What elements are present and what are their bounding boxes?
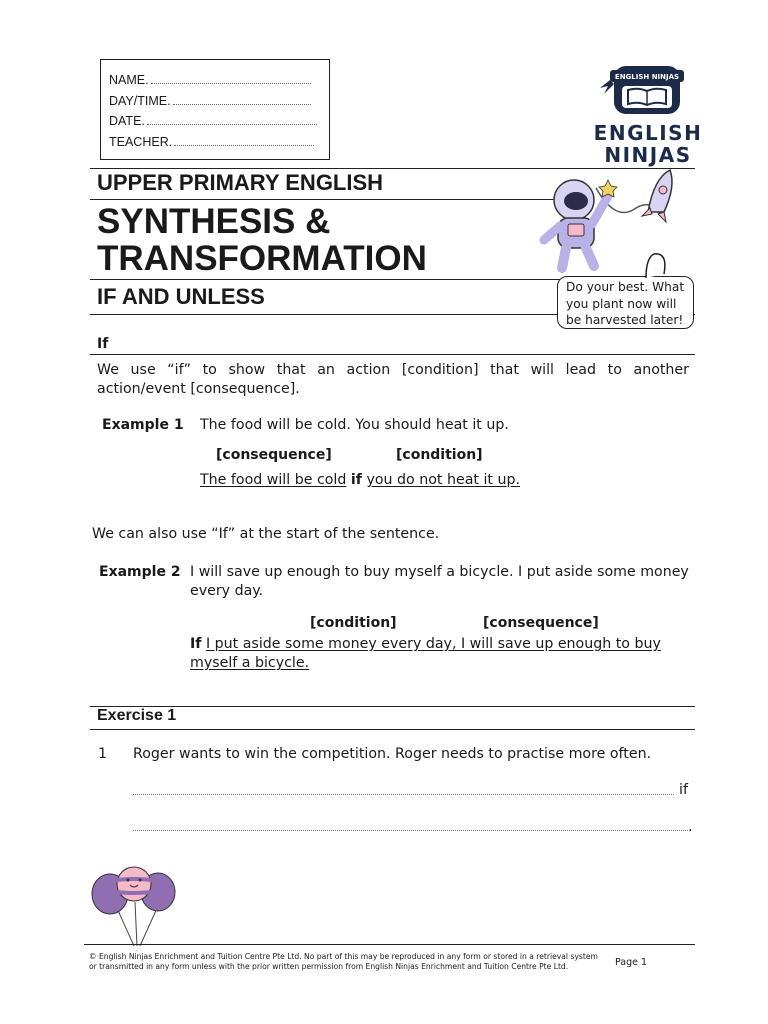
astronaut-illustration — [536, 168, 696, 282]
header-rule-2 — [90, 199, 562, 200]
example-2-answer-line2: myself a bicycle. — [190, 655, 310, 671]
day-time-field[interactable] — [173, 93, 311, 105]
example-1-answer-part2: you do not heat it up. — [366, 472, 520, 488]
footer-rule — [84, 944, 695, 945]
astronaut-icon — [536, 168, 696, 278]
example-2-connector: If — [190, 636, 202, 652]
example-1-tag-consequence: [consequence] — [216, 447, 332, 463]
english-ninjas-logo — [586, 60, 710, 166]
example-1-connector: if — [350, 472, 362, 488]
exercise-rule-top — [90, 706, 695, 707]
level-title: UPPER PRIMARY ENGLISH — [97, 170, 384, 195]
answer-line-1-suffix: if — [679, 782, 688, 798]
answer-line-2-suffix: . — [688, 819, 693, 835]
section-heading-if: If — [97, 336, 109, 352]
speech-bubble — [557, 276, 694, 329]
planet-balloons-icon — [88, 862, 180, 946]
example-1-tag-condition: [condition] — [396, 447, 483, 463]
section-rule-if — [90, 354, 695, 355]
intro-paragraph: We use “if” to show that an action [condition] that will lead to another action/event [consequence]. — [97, 362, 689, 397]
logo-word-english: ENGLISH — [593, 121, 703, 145]
bubble-line-3: be harvested later! — [566, 313, 684, 327]
example-1-label: Example 1 — [102, 417, 184, 433]
example-2-tag-consequence: [consequence] — [483, 615, 599, 631]
date-label: DATE. — [109, 114, 145, 128]
example-2-tag-condition: [condition] — [310, 615, 397, 631]
example-1-answer-part1: The food will be cold — [200, 472, 347, 488]
header-rule-3 — [90, 279, 562, 280]
exercise-title: Exercise 1 — [97, 707, 177, 724]
teacher-label: TEACHER. — [109, 134, 173, 149]
bubble-line-1: Do your best. What — [566, 280, 685, 294]
student-info-box — [100, 59, 330, 160]
name-label: NAME. — [109, 73, 149, 87]
page-number: Page 1 — [615, 957, 648, 968]
example-1-answer — [200, 471, 520, 490]
example-2-label: Example 2 — [99, 564, 181, 580]
exercise-rule-bottom — [90, 729, 695, 730]
question-1-text: Roger wants to win the competition. Roger needs to practise more often. — [133, 746, 652, 762]
bubble-line-2: you plant now will — [566, 296, 677, 311]
answer-line-1[interactable] — [133, 794, 674, 795]
page-title-line2: TRANSFORMATION — [97, 239, 427, 278]
day-time-label: DAY/TIME. — [109, 93, 171, 108]
start-of-sentence-note: We can also use “If” at the start of the sentence. — [92, 526, 440, 542]
date-field[interactable] — [147, 113, 317, 125]
example-1-sentence: The food will be cold. You should heat it up. — [200, 417, 509, 433]
ninja-book-icon — [586, 60, 710, 118]
logo-badge-text: ENGLISH NINJAS — [614, 73, 680, 81]
example-2-answer-line1: I put aside some money every day, I will save up enough to buy — [205, 636, 661, 652]
example-2-sentence: I will save up enough to buy myself a bicycle. I put aside some money every day. — [190, 564, 689, 599]
name-field[interactable] — [151, 72, 311, 84]
question-1-number: 1 — [98, 746, 108, 762]
answer-line-2[interactable] — [133, 830, 688, 831]
copyright-notice: © English Ninjas Enrichment and Tuition Centre Pte Ltd. No part of this may be reproduced in any form or stored in a retrieval system or transmitted in any form unless with the prior written permission from English Ninjas Enrichment and Tuition Centre Pte Ltd. — [89, 952, 598, 972]
page-title-line1: SYNTHESIS & — [97, 202, 331, 241]
topic-subtitle: IF AND UNLESS — [97, 284, 265, 309]
logo-word-ninjas: NINJAS — [604, 143, 692, 167]
speech-bubble-tail-icon — [640, 252, 670, 280]
teacher-field[interactable] — [174, 134, 314, 146]
example-2-answer — [190, 635, 690, 673]
